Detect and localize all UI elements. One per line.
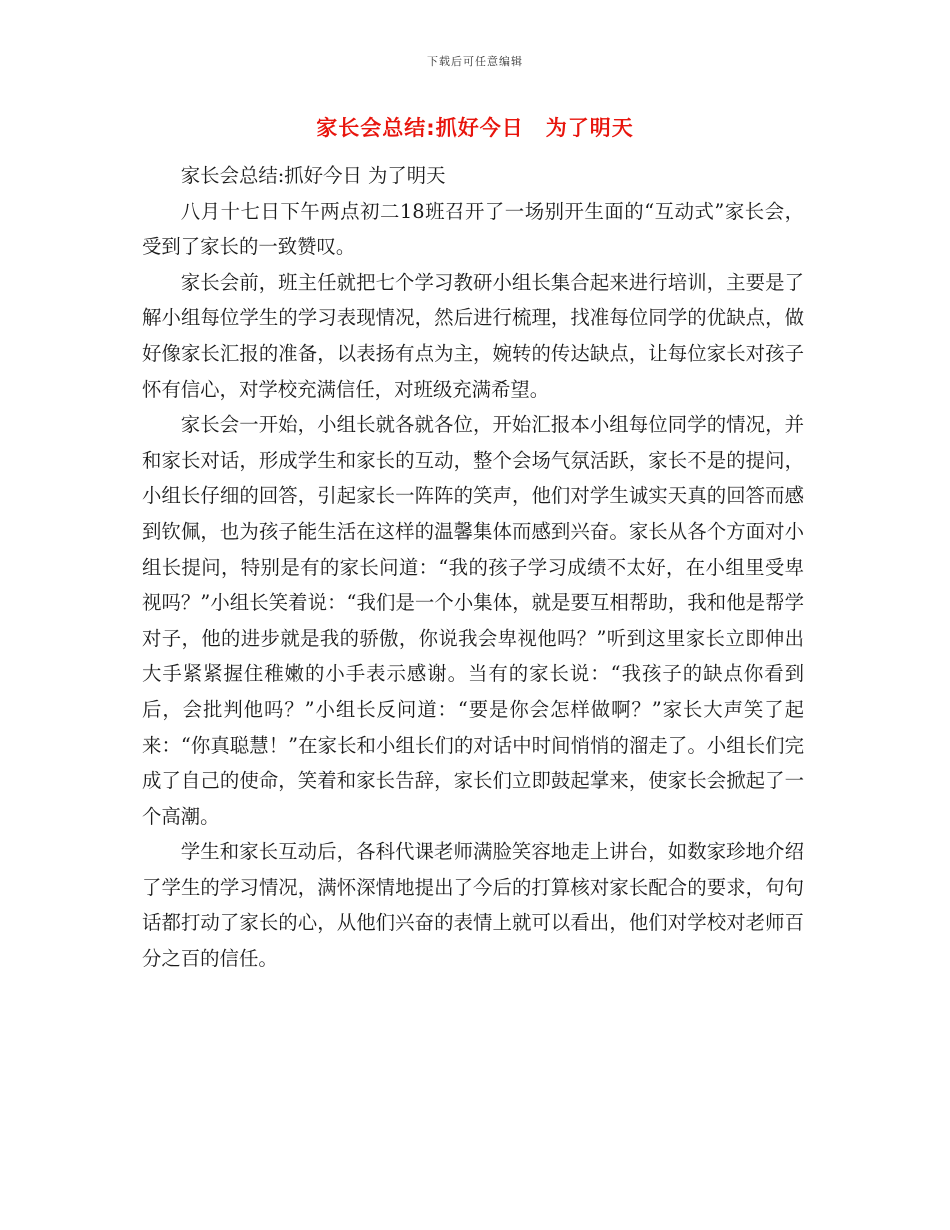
paragraph-intro: 八月十七日下午两点初二18班召开了一场别开生面的“互动式”家长会，受到了家长的一致赞叹。 <box>142 199 804 259</box>
paragraph-before-meeting: 家长会前，班主任就把七个学习教研小组长集合起来进行培训，主要是了解小组每位学生的学习表现情况，然后进行梳理，找准每位同学的优缺点，做好像家长汇报的准备，以表扬有点为主，婉转的传达缺点，让每位家长对孩子怀有信心，对学校充满信任，对班级充满希望。 <box>142 270 804 401</box>
paragraph-subtitle: 家长会总结:抓好今日 为了明天 <box>180 164 446 187</box>
paragraph-meeting-start: 家长会一开始，小组长就各就各位，开始汇报本小组每位同学的情况，并和家长对话，形成学生和家长的互动，整个会场气氛活跃，家长不是的提问，小组长仔细的回答，引起家长一阵阵的笑声，他们对学生诚实天真的回答而感到钦佩，也为孩子能生活在这样的温馨集体而感到兴奋。家长从各个方面对小组长提问，特别是有的家长问道：“我的孩子学习成绩不太好，在小组里受卑视吗？”小组长笑着说：“我们是一个小集体，就是要互相帮助，我和他是帮学对子，他的进步就是我的骄傲，你说我会卑视他吗？”听到这里家长立即伸出大手紧紧握住稚嫩的小手表示感谢。当有的家长说：“我孩子的缺点你看到后，会批判他吗？”小组长反问道：“要是你会怎样做啊？”家长大声笑了起来：“你真聪慧！”在家长和小组长们的对话中时间悄悄的溜走了。小组长们完成了自己的使命，笑着和家长告辞，家长们立即鼓起掌来，使家长会掀起了一个高潮。 <box>142 413 804 828</box>
paragraph-teachers: 学生和家长互动后，各科代课老师满脸笑容地走上讲台，如数家珍地介绍了学生的学习情况，满怀深情地提出了今后的打算核对家长配合的要求，句句话都打动了家长的心，从他们兴奋的表情上就可以看出，他们对学校对老师百分之百的信任。 <box>142 840 804 971</box>
document-body <box>142 158 804 977</box>
header-note: 下载后可任意编辑 <box>427 55 523 68</box>
document-title: 家长会总结:抓好今日 为了明天 <box>316 116 634 140</box>
